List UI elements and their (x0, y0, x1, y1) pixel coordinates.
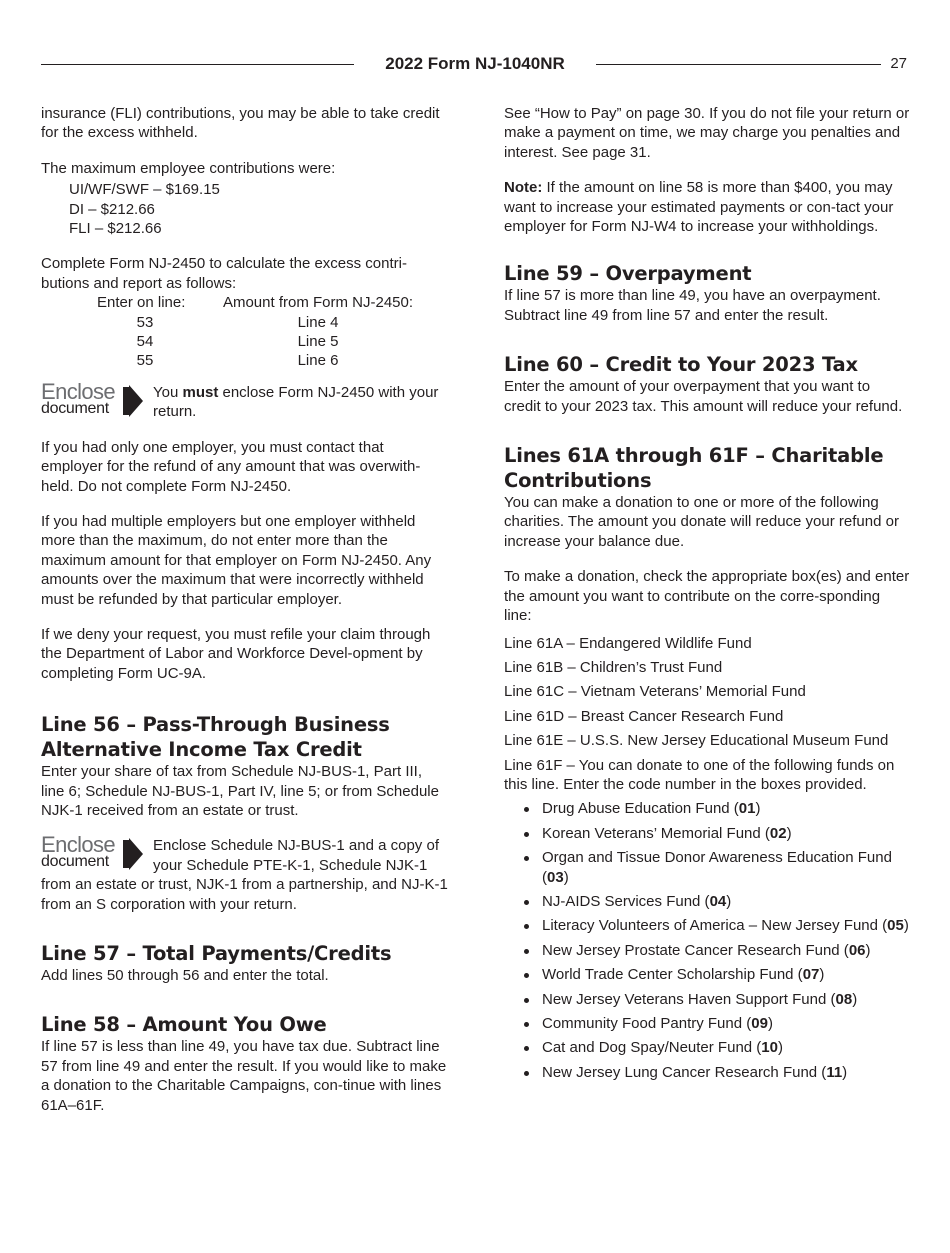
paragraph: Add lines 50 through 56 and enter the total. (41, 967, 329, 984)
enclose-document-note (41, 378, 449, 422)
donation-line: Line 61E – U.S.S. New Jersey Educational Museum Fund (504, 732, 889, 750)
page-title: 2022 Form NJ-1040NR (385, 54, 565, 73)
list-item: Community Food Pantry Fund (09) (542, 1014, 910, 1033)
page-number: 27 (890, 55, 907, 72)
table-cell: Line 6 (297, 352, 339, 370)
line-mapping-table (97, 293, 423, 371)
list-item: Korean Veterans’ Memorial Fund (02) (542, 824, 910, 843)
enclose-document-note (41, 832, 449, 914)
section-heading-line-59: Line 59 – Overpayment (504, 262, 752, 286)
list-item: New Jersey Prostate Cancer Research Fund (06) (542, 941, 910, 960)
paragraph: To make a donation, check the appropriate box(es) and enter the amount you want to contribute on the corre-sponding line: (504, 568, 910, 625)
donation-line: Line 61F – You can donate to one of the following funds on this line. Enter the code number in the boxes provided. (504, 756, 895, 793)
table-row (97, 332, 423, 351)
donation-line: Line 61A – Endangered Wildlife Fund (504, 634, 752, 652)
note-text: If the amount on line 58 is more than $400, you may want to increase your estimated payments or con-tact your employer for Form NJ-W4 to increase your withholdings. (504, 179, 894, 236)
section-heading-lines-61: Lines 61A through 61F – Charitable Contributions (504, 444, 884, 493)
document-word: document (41, 399, 109, 417)
paragraph: Enter your share of tax from Schedule NJ-BUS-1, Part III, line 6; Schedule NJ-BUS-1, Part IV, line 5; or from Schedule NJK-1 received from an estate or trust. (41, 763, 439, 819)
contribution-item: UI/WF/SWF – $169.15 (69, 181, 220, 199)
table-cell: Line 5 (297, 333, 339, 351)
list-item: Literacy Volunteers of America – New Jersey Fund (05) (542, 917, 909, 935)
document-word: document (41, 853, 109, 871)
right-column (504, 104, 910, 1087)
list-item: New Jersey Lung Cancer Research Fund (11) (542, 1063, 910, 1082)
arrow-right-icon (129, 385, 143, 417)
list-item: Cat and Dog Spay/Neuter Fund (10) (542, 1038, 910, 1057)
paragraph: If you had multiple employers but one employer withheld more than the maximum, do not enter more than the maximum amount for that employer on Form NJ-2450. Any amounts over the maximum that were incorrectly withheld must be refunded by that particular employer. (41, 512, 432, 608)
section-heading-line-60: Line 60 – Credit to Your 2023 Tax (504, 353, 858, 377)
list-item: Organ and Tissue Donor Awareness Education Fund (03) (542, 848, 910, 887)
table-header-row (97, 293, 423, 312)
contribution-list (41, 180, 449, 238)
table-cell: 53 (136, 313, 154, 331)
table-cell: 55 (136, 352, 154, 370)
enclose-document-icon (41, 378, 145, 419)
section-heading-line-58: Line 58 – Amount You Owe (41, 1013, 327, 1037)
table-cell: Line 4 (297, 313, 339, 331)
table-header: Enter on line: (97, 294, 186, 312)
paragraph: Complete Form NJ-2450 to calculate the excess contri-butions and report as follows: (41, 255, 407, 292)
paragraph: insurance (FLI) contributions, you may be able to take credit for the excess withheld. (41, 105, 440, 142)
table-row (97, 313, 423, 332)
donation-line: Line 61B – Children’s Trust Fund (504, 658, 723, 676)
enclose-word: Enclose (41, 378, 116, 404)
table-cell: 54 (136, 333, 154, 351)
note-paragraph (504, 178, 910, 236)
section-heading-line-56: Line 56 – Pass-Through Business Alternative Income Tax Credit (41, 713, 390, 762)
donation-line: Line 61C – Vietnam Veterans’ Memorial Fund (504, 683, 806, 701)
paragraph: The maximum employee contributions were: (41, 159, 336, 177)
table-row (97, 351, 423, 370)
enclose-text: enclose Form NJ-2450 with your return. (153, 383, 439, 421)
contribution-item: DI – $212.66 (69, 200, 155, 218)
list-item: New Jersey Veterans Haven Support Fund (08) (542, 990, 910, 1009)
header-rule-right (596, 64, 881, 65)
contribution-item: FLI – $212.66 (69, 220, 162, 238)
paragraph: If line 57 is more than line 49, you have an overpayment. Subtract line 49 from line 57 and enter the result. (504, 287, 881, 324)
arrow-right-icon (129, 838, 143, 870)
note-label: Note: (504, 179, 543, 197)
paragraph: You can make a donation to one or more of the following charities. The amount you donate will reduce your refund or increase your balance due. (504, 494, 899, 550)
page-header (41, 52, 907, 78)
paragraph: If you had only one employer, you must contact that employer for the refund of any amount that was overwith-held. Do not complete Form NJ-2450. (41, 438, 421, 495)
donation-line: Line 61D – Breast Cancer Research Fund (504, 707, 784, 725)
enclose-document-icon (41, 832, 145, 872)
list-item: NJ-AIDS Services Fund (04) (542, 892, 910, 911)
table-header: Amount from Form NJ-2450: (222, 294, 414, 312)
paragraph: If line 57 is less than line 49, you have tax due. Subtract line 57 from line 49 and enter the result. If you would like to make a donation to the Charitable Campaigns, con-tinue with lines 61A–61F. (41, 1038, 447, 1114)
header-rule-left (41, 64, 354, 65)
fund-list (504, 799, 910, 1082)
enclose-word: Enclose (41, 832, 116, 858)
left-column (41, 104, 449, 1131)
paragraph: See “How to Pay” on page 30. If you do not file your return or make a payment on time, we may charge you penalties and interest. See page 31. (504, 105, 910, 161)
enclose-text: You (153, 383, 183, 401)
section-heading-line-57: Line 57 – Total Payments/Credits (41, 942, 392, 965)
list-item: Drug Abuse Education Fund (01) (542, 799, 910, 818)
paragraph: If we deny your request, you must refile your claim through the Department of Labor and Workforce Devel-opment by completing Form UC-9A. (41, 625, 431, 682)
paragraph: Enter the amount of your overpayment that you want to credit to your 2023 tax. This amount will reduce your refund. (504, 378, 903, 415)
enclose-text: Enclose Schedule NJ-BUS-1 and a copy of your Schedule PTE-K-1, Schedule NJK-1 from an estate or trust, NJK-1 from a partnership, and NJ-K-1 from an S corporation with your return. (41, 837, 448, 913)
enclose-text-bold: must (182, 383, 219, 401)
list-item: World Trade Center Scholarship Fund (07) (542, 965, 910, 984)
